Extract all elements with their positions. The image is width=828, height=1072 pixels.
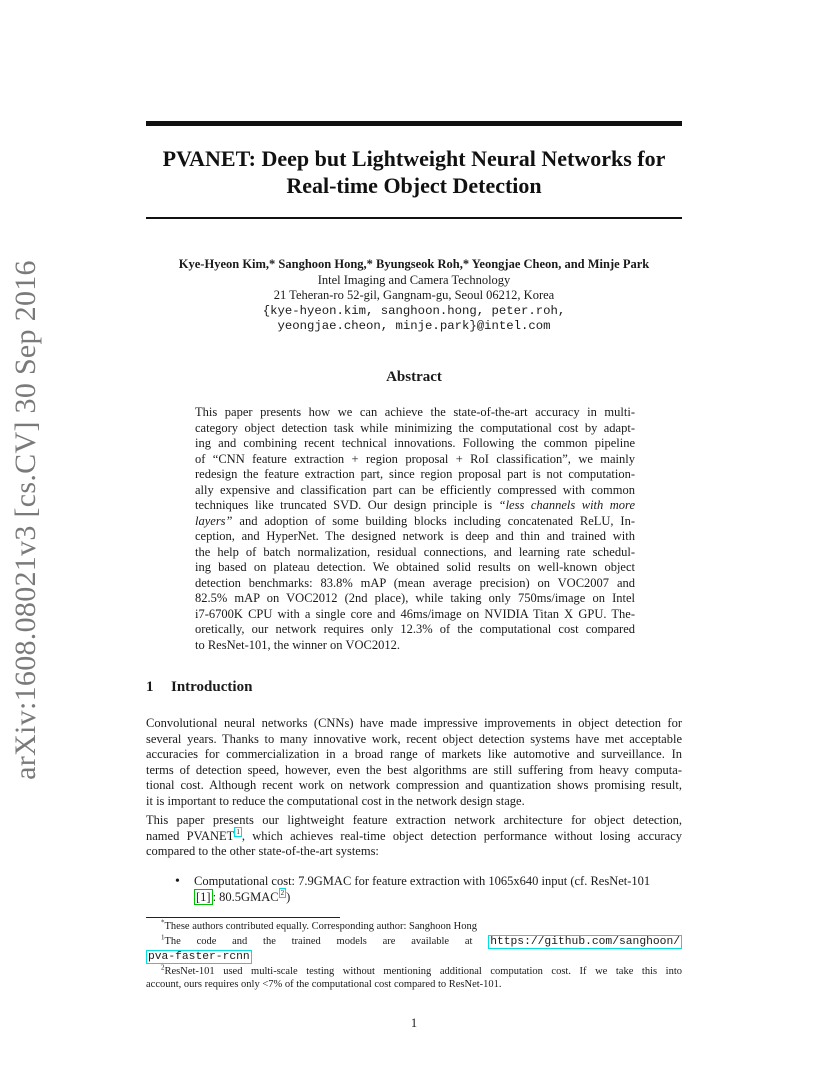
abstract-emphasis: “less channels with more (498, 498, 635, 512)
citation-link[interactable]: [1] (196, 889, 211, 904)
paragraph-line: it is important to reduce the computational cost in the network design stage. (146, 793, 525, 808)
abstract-heading: Abstract (386, 369, 442, 385)
author-names: Kye-Hyeon Kim,* Sanghoon Hong,* Byungseok Roh,* Yeongjae Cheon, and Minje Park (178, 257, 650, 271)
section-heading-introduction (146, 679, 252, 696)
author-address: 21 Teheran-ro 52-gil, Gangnam-gu, Seoul 06212, Korea (273, 288, 555, 302)
abstract-line: the help of batch normalization, residual connections, and learning rate schedul- (195, 544, 635, 559)
list-item-line: [1] : 80.5GMAC $^2$ ) (196, 889, 291, 904)
title-rule-bottom (146, 217, 682, 219)
paragraph-line: named PVANET $^1$ , which achieves real-time object detection performance without losing accuracy (146, 828, 682, 843)
abstract-line: detection benchmarks: 83.8% mAP (mean average precision) on VOC2007 and (195, 575, 635, 590)
abstract-line: ception, and HyperNet. The designed network is deep and thin and trained with (195, 529, 635, 543)
paragraph-line: terms of detection speed, however, even the best algorithms are still suffering from heavy computa- (146, 762, 682, 777)
page-number: 1 (410, 1016, 418, 1030)
section-title: Introduction (171, 679, 253, 695)
author-block (146, 257, 682, 335)
list-item (194, 874, 682, 905)
footnote-ref-link[interactable]: 1 (236, 828, 240, 837)
footnote-1-cont (146, 950, 682, 964)
intro-paragraph-1 (146, 716, 682, 809)
footnote-1: $^1$The code and the trained models are available at https://github.com/sanghoon/ (161, 933, 681, 948)
abstract-line: This paper presents how we can achieve the state-of-the-art accuracy in multi- (195, 405, 635, 419)
paragraph-line: accuracies for commercialization in a broad range of markets like automotive and surveillance. In (146, 747, 682, 761)
title-line-1: PVANET: Deep but Lightweight Neural Networks for (162, 146, 666, 171)
code-link[interactable]: https://github.com/sanghoon/ (490, 936, 681, 948)
paragraph-line: several years. Thanks to many innovative work, recent object detection systems have met acceptable (146, 731, 682, 746)
intro-paragraph-2 (146, 813, 682, 860)
abstract-line: category object detection task while minimizing the computational cost by adapt- (195, 420, 635, 435)
arxiv-stamp (9, 260, 69, 780)
abstract-line: oretically, our network requires only 12.3% of the computational cost compared (195, 622, 635, 636)
title-line-2: Real-time Object Detection (286, 173, 542, 198)
footnote-2: $^2$ResNet-101 used multi-scale testing without mentioning additional computation cost. If we take this into (161, 963, 682, 977)
footnote-star: *These authors contributed equally. Corresponding author: Sanghoon Hong (161, 918, 478, 932)
abstract-line: 82.5% mAP on VOC2012 (2nd place), while taking only 750ms/image on Intel (195, 591, 635, 605)
footnote-divider (146, 917, 340, 918)
footnotes (146, 920, 682, 991)
footnote-ref-link[interactable]: 2 (280, 889, 285, 898)
abstract-body (195, 405, 635, 653)
author-emails-2: yeongjae.cheon, minje.park}@intel.com (277, 319, 551, 333)
abstract-line: layers” and adoption of some building blocks including concatenated ReLU, In- (195, 513, 635, 528)
abstract-line: to ResNet-101, the winner on VOC2012. (195, 637, 400, 652)
paper-title (146, 145, 682, 199)
abstract-line: of “CNN feature extraction + region proposal + RoI classification”, we mainly (195, 451, 635, 466)
title-rule-top (146, 121, 682, 126)
bullet-icon: • (175, 874, 180, 889)
abstract-line: ally expensive and classification part can be efficiently compressed with common (195, 482, 635, 497)
paragraph-line: tional cost. Although recent work on network compression and quantization shows promising result, (146, 778, 682, 792)
paragraph-line: This paper presents our lightweight feature extraction network architecture for object detection, (146, 813, 682, 827)
code-link-cont[interactable]: pva-faster-rcnn (148, 951, 250, 963)
arxiv-id: arXiv:1608.08021v3 [cs.CV] 30 Sep 2016 (9, 260, 42, 780)
abstract-line: ing and combining recent technical innovations. Following the common pipeline (195, 436, 635, 450)
abstract-line: techniques like truncated SVD. Our design principle is “less channels with more (195, 498, 635, 512)
list-item-line: Computational cost: 7.9GMAC for feature extraction with 1065x640 input (cf. ResNet-101 (194, 874, 651, 888)
section-number: 1 (146, 679, 154, 695)
paragraph-line: compared to the other state-of-the-art systems: (146, 844, 379, 858)
abstract-line: i7-6700K CPU with a single core and 46ms/image on NVIDIA Titan X GPU. The- (195, 606, 635, 621)
author-emails-1: {kye-hyeon.kim, sanghoon.hong, peter.roh, (262, 303, 566, 318)
author-affiliation: Intel Imaging and Camera Technology (317, 272, 511, 287)
abstract-line: ing based on plateau detection. We obtained solid results on well-known object (195, 560, 635, 574)
paragraph-line: Convolutional neural networks (CNNs) have made impressive improvements in object detection for (146, 716, 682, 730)
footnote-2-cont: account, ours requires only <7% of the computational cost compared to ResNet-101. (146, 979, 502, 990)
abstract-line: redesign the feature extraction part, since region proposal part is not computation- (195, 467, 635, 481)
abstract-emphasis: layers” (195, 513, 233, 528)
